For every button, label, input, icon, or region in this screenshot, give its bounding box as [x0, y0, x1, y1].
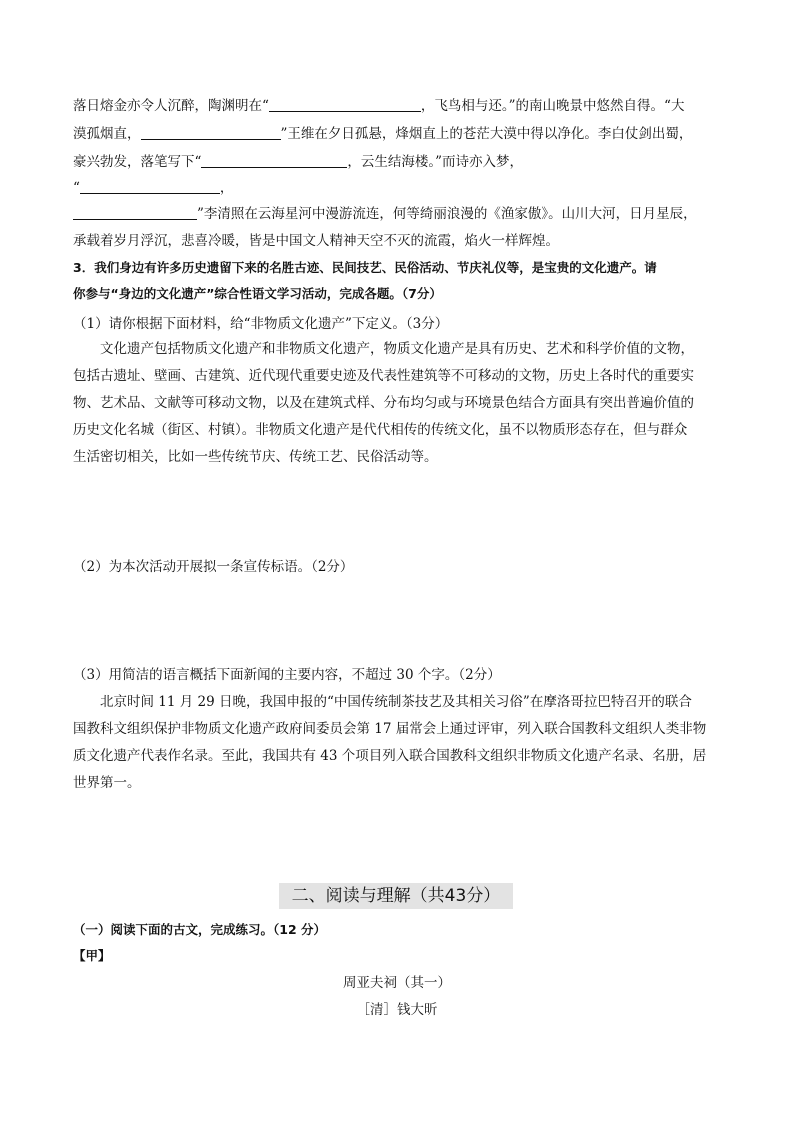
- q3-stem-line-1: 3．我们身边有许多历史遗留下来的名胜古迹、民间技艺、民俗活动、节庆礼仪等，是宝贵的文化遗产。请: [73, 260, 657, 275]
- material-line-2: 包括古遗址、壁画、古建筑、近代现代重要史迹及代表性建筑等不可移动的文物，历史上各时代的重要实: [73, 368, 694, 384]
- poem-line-2: [73, 124, 733, 144]
- text: 落日熔金亦令人沉醉，陶渊明在“: [73, 98, 269, 114]
- answer-blank[interactable]: [141, 125, 281, 140]
- text: “: [73, 180, 80, 196]
- answer-blank[interactable]: [269, 97, 421, 112]
- text: 漠孤烟直，: [73, 126, 141, 142]
- text: ，: [219, 180, 234, 196]
- jia-label: 【甲】: [73, 948, 111, 963]
- material-line-3: 物、艺术品、文献等可移动文物，以及在建筑式样、分布均匀或与环境景色结合方面具有突出普遍价值的: [73, 395, 694, 411]
- poem-line-3: [73, 152, 733, 172]
- text: 豪兴勃发，落笔写下“: [73, 154, 202, 170]
- q3-sub2: （2）为本次活动开展拟一条宣传标语。（2分）: [73, 559, 354, 575]
- part1-heading: （一）阅读下面的古文，完成练习。（12 分）: [73, 922, 326, 937]
- text: 分）: [466, 886, 501, 906]
- q3-sub1: （1）请你根据下面材料，给“非物质文化遗产”下定义。（3分）: [73, 316, 449, 332]
- poem-title: 周亚夫祠（其一）: [343, 975, 451, 991]
- poem-line-4: [73, 178, 733, 198]
- poem-line-1: [73, 96, 733, 116]
- poem-author: ［清］钱大昕: [356, 1002, 438, 1018]
- material-line-4: 历史文化名城（街区、村镇）。非物质文化遗产是代代相传的传统文化，虽不以物质形态存在，但与群众: [73, 422, 688, 438]
- answer-blank[interactable]: [80, 179, 220, 194]
- material-line-5: 生活密切相关，比如一些传统节庆、传统工艺、民俗活动等。: [73, 449, 438, 465]
- news-line-1: 北京时间 11 月 29 日晚，我国申报的“中国传统制茶技艺及其相关习俗”在摩洛哥拉巴特召开的联合: [100, 694, 692, 710]
- material-line-1: 文化遗产包括物质文化遗产和非物质文化遗产，物质文化遗产是具有历史、艺术和科学价值的文物，: [100, 341, 694, 357]
- news-line-4: 世界第一。: [73, 775, 141, 791]
- text: 二、阅读与理解（共: [291, 886, 445, 906]
- news-line-3: 质文化遗产代表作名录。至此，我国共有 43 个项目列入联合国教科文组织非物质文化遗产名录、名册，居: [73, 748, 707, 764]
- answer-blank[interactable]: [73, 205, 197, 220]
- text: ”李清照在云海星河中漫游流连，何等绮丽浪漫的《渔家傲》。山川大河，日月星辰，: [197, 206, 697, 222]
- q3-sub3: （3）用简洁的语言概括下面新闻的主要内容，不超过 30 个字。（2分）: [73, 667, 501, 683]
- answer-blank[interactable]: [201, 153, 347, 168]
- news-line-2: 国教科文组织保护非物质文化遗产政府间委员会第 17 届常会上通过评审，列入联合国教科文组织人类非物: [73, 721, 707, 737]
- text: ，云生结海楼。”而诗亦入梦，: [347, 154, 524, 170]
- q3-stem-line-2: 你参与“身边的文化遗产”综合性语文学习活动，完成各题。（7分）: [73, 286, 442, 301]
- text: ，飞鸟相与还。”的南山晚景中悠然自得。“大: [420, 98, 685, 114]
- section-title: [279, 883, 513, 909]
- poem-line-6: 承载着岁月浮沉，悲喜冷暖，皆是中国文人精神天空不灭的流霞，焰火一样辉煌。: [73, 233, 559, 249]
- text: ”王维在夕日孤悬，烽烟直上的苍茫大漠中得以净化。李白仗剑出蜀，: [280, 126, 693, 142]
- score-number: 43: [444, 886, 467, 906]
- poem-line-5: [73, 204, 733, 224]
